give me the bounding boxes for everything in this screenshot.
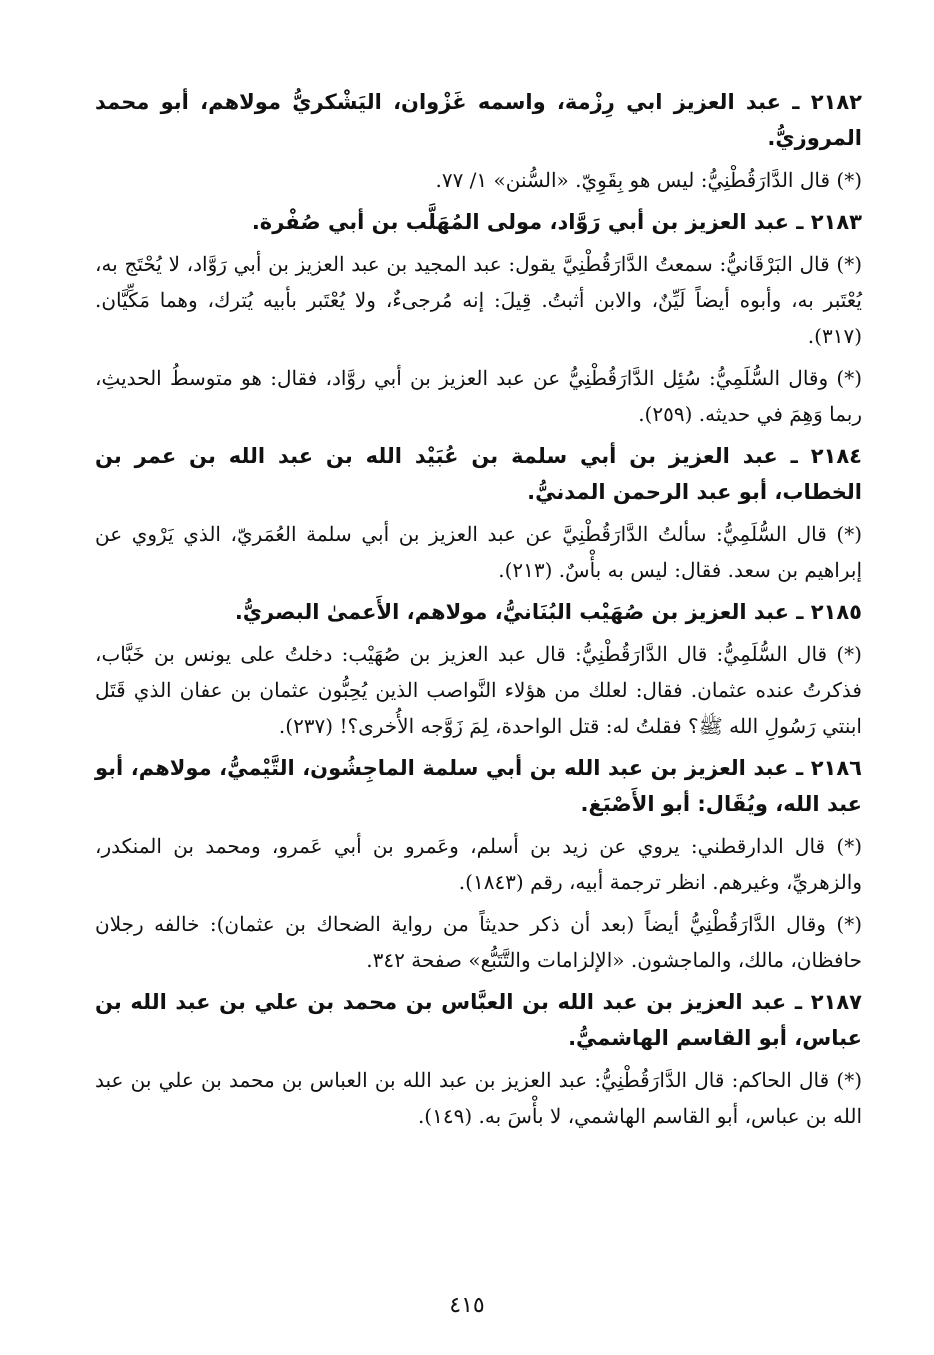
entry-paragraph: (*) قال السُّلَمِيُّ: سألتُ الدَّارَقُطْنِيَّ عن عبد العزيز بن أبي سلمة العُمَريّ، الذي يَرْوي عن إبراهيم بن سعد. فقال: ليس به بأْسٌ. (٢١٣). bbox=[95, 522, 862, 582]
entry-2184 bbox=[95, 438, 862, 588]
entry-2183 bbox=[95, 204, 862, 432]
page-body bbox=[95, 80, 862, 1140]
entry-heading: ٢١٨٥ ـ عبد العزيز بن صُهَيْب البُنَانيُّ، مولاهم، الأَعمىٰ البصريُّ. bbox=[234, 600, 862, 624]
entry-heading: ٢١٨٣ ـ عبد العزيز بن أبي رَوَّاد، مولى المُهَلَّب بن أبي صُفْرة. bbox=[251, 210, 862, 234]
entry-heading: ٢١٨٢ ـ عبد العزيز ابي رِزْمة، واسمه غَزْوان، اليَشْكريُّ مولاهم، أبو محمد المروزيُّ. bbox=[95, 90, 862, 150]
page-number: ٤١٥ bbox=[449, 1293, 485, 1318]
entry-heading: ٢١٨٧ ـ عبد العزيز بن عبد الله بن العبَّاس بن محمد بن علي بن عبد الله بن عباس، أبو القاسم الهاشميُّ. bbox=[95, 990, 862, 1050]
entry-2187 bbox=[95, 984, 862, 1134]
entry-2185 bbox=[95, 594, 862, 744]
entry-paragraph: (*) قال السُّلَمِيُّ: قال الدَّارَقُطْنِيُّ: قال عبد العزيز بن صُهَيْب: دخلتُ على يونس بن خَبَّاب، فذكرتُ عنده عثمان. فقال: لعلك من هؤلاء النَّواصب الذين يُحِبُّون عثمان بن عفان الذي قَتَل ابنتي رَسُولِ الله ﷺ؟ فقلتُ له: قتل الواحدة، لِمَ زَوَّجه الأُخرى؟! (٢٣٧). bbox=[95, 642, 862, 738]
entry-2186 bbox=[95, 750, 862, 978]
entry-heading: ٢١٨٤ ـ عبد العزيز بن أبي سلمة بن عُبَيْد الله بن عبد الله بن عمر بن الخطاب، أبو عبد الرحمن المدنيُّ. bbox=[95, 444, 862, 504]
entry-paragraph: (*) قال الحاكم: قال الدَّارَقُطْنِيُّ: عبد العزيز بن عبد الله بن العباس بن محمد بن علي بن عبد الله بن عباس، أبو القاسم الهاشمي، لا بأْسَ به. (١٤٩). bbox=[95, 1068, 862, 1128]
entry-paragraph: (*) وقال السُّلَمِيُّ: سُئِل الدَّارَقُطْنِيُّ عن عبد العزيز بن أبي روَّاد، فقال: هو متوسطُ الحديثِ، ربما وَهِمَ في حديثه. (٢٥٩). bbox=[95, 366, 862, 426]
entry-paragraph: (*) قال الدَّارَقُطْنِيُّ: ليس هو بِقَوِيّ. «السُّنن» ١/ ٧٧. bbox=[435, 168, 862, 192]
entry-paragraph: (*) قال البَرْقَانيُّ: سمعتُ الدَّارَقُطْنِيَّ يقول: عبد المجيد بن عبد العزيز بن أبي رَوَّاد، لا يُحْتَج به، يُعْتَبر به، وأبوه أيضاً لَيِّنٌ، والابن أثبتُ. قِيلَ: إنه مُرجىءٌ، ولا يُعْتَبر بأبيه يُترك، وهما مَكِّيَّان. (٣١٧). bbox=[95, 252, 862, 348]
entry-heading: ٢١٨٦ ـ عبد العزيز بن عبد الله بن أبي سلمة الماجِشُون، التَّيْميُّ، مولاهم، أبو عبد الله، ويُقَال: أبو الأَصْبَغ. bbox=[95, 756, 862, 816]
entry-2182 bbox=[95, 84, 862, 198]
entry-paragraph: (*) قال الدارقطني: يروي عن زيد بن أسلم، وعَمرو بن أبي عَمرو، ومحمد بن المنكدر، والزهريِّ، وغيرهم. انظر ترجمة أبيه، رقم (١٨٤٣). bbox=[95, 834, 862, 894]
entry-paragraph: (*) وقال الدَّارَقُطْنِيُّ أيضاً (بعد أن ذكر حديثاً من رواية الضحاك بن عثمان): خالفه رجلان حافظان، مالك، والماجشون. «الإلزامات والتَّتَبُّع» صفحة ٣٤٢. bbox=[95, 912, 862, 972]
